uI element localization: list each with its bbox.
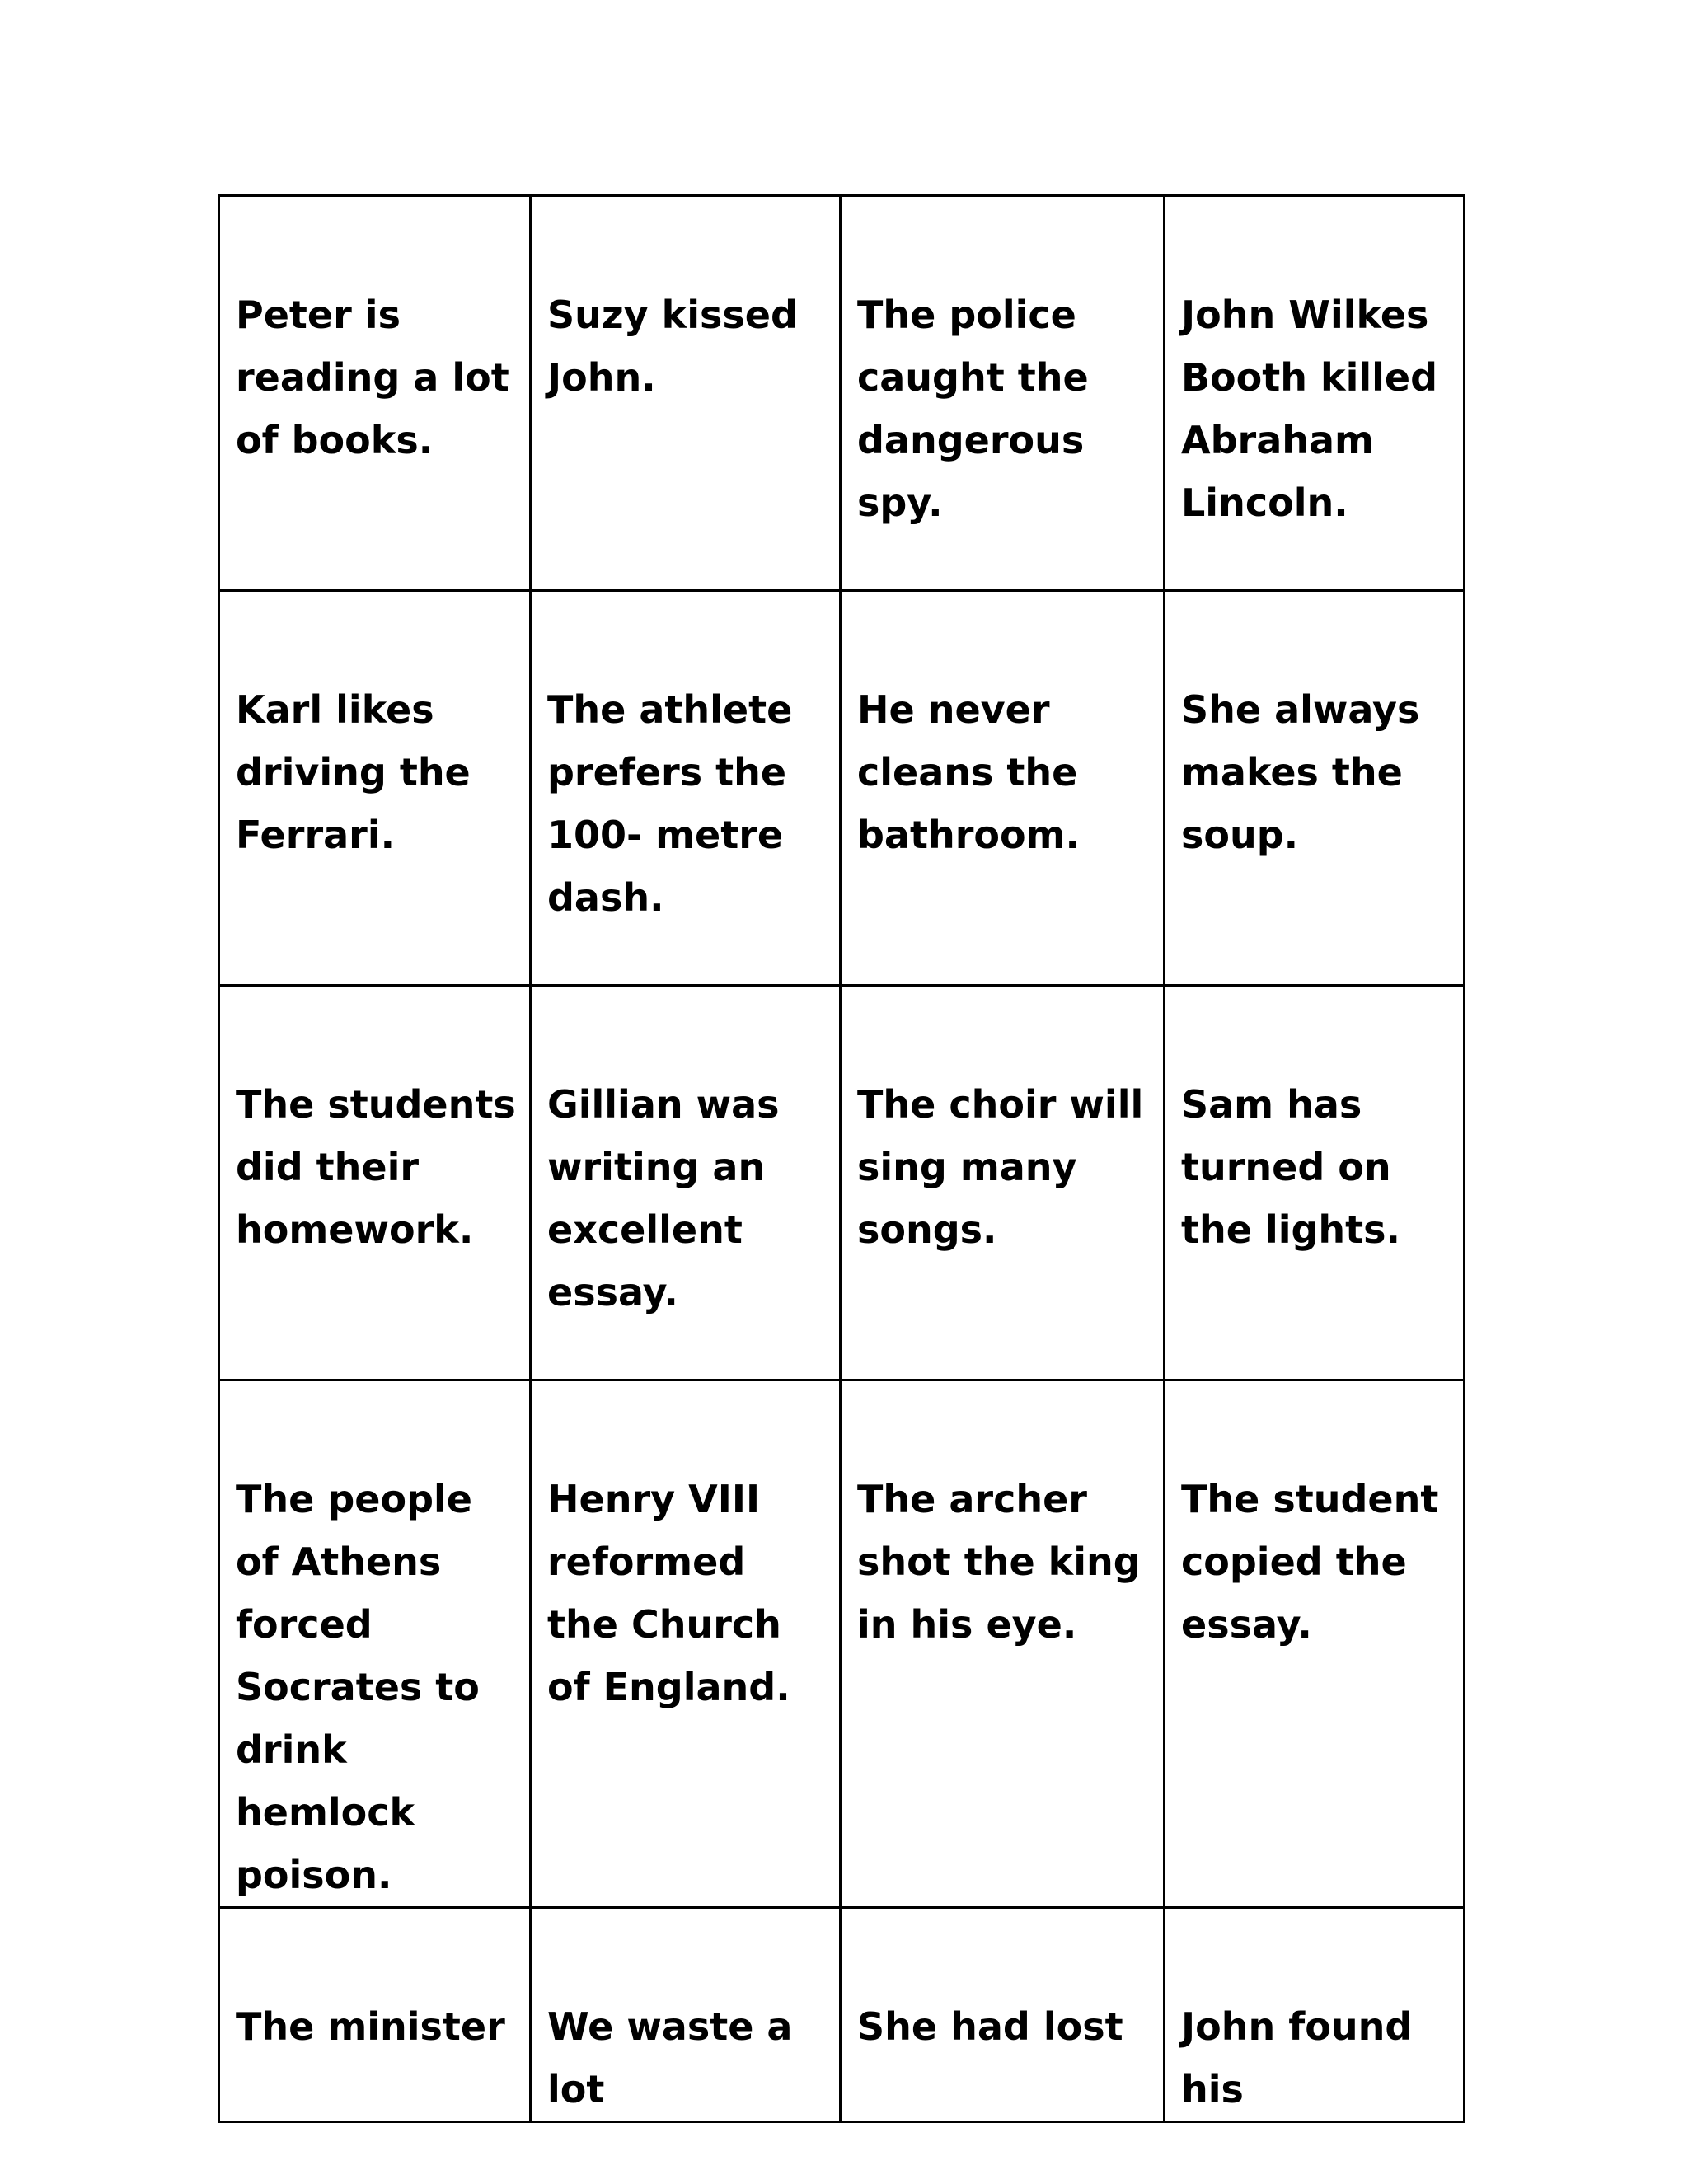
card-cell [841,196,1165,591]
card-sentence: Gillian was writing an excellent essay. [547,1082,780,1315]
card-sentence: The choir will sing many songs. [857,1082,1144,1252]
card-sentence: The student copied the essay. [1181,1477,1439,1647]
card-sentence: The minister [236,2004,505,2049]
card-cell [841,1380,1165,1908]
card-cell [1165,196,1465,591]
card-cell [219,1380,531,1908]
card-cell [1165,1908,1465,2122]
card-sentence: John Wilkes Booth killed Abraham Lincoln. [1181,293,1438,525]
card-sentence: She had lost [857,2004,1123,2049]
card-sentence: The people of Athens forced Socrates to drink hemlock poison. [236,1477,480,1897]
card-cell [219,1908,531,2122]
card-row [219,196,1465,591]
card-sentence: He never cleans the bathroom. [857,687,1081,857]
card-sentence: We waste a lot [547,2004,793,2111]
card-cell [219,196,531,591]
card-sentence: Suzy kissed John. [547,293,798,400]
card-cell [531,591,841,986]
card-cell [1165,591,1465,986]
card-cell [1165,986,1465,1380]
card-sentence: Peter is reading a lot of books. [236,293,509,462]
card-sentence: She always makes the soup. [1181,687,1420,857]
card-sentence: Sam has turned on the lights. [1181,1082,1401,1252]
sentence-card-table [218,194,1465,2123]
card-row [219,1380,1465,1908]
card-row [219,591,1465,986]
card-sentence: The students did their homework. [236,1082,516,1252]
card-sentence: The archer shot the king in his eye. [857,1477,1141,1647]
card-sentence: Karl likes driving the Ferrari. [236,687,471,857]
card-cell [219,591,531,986]
card-cell [531,1380,841,1908]
card-row [219,1908,1465,2122]
card-sentence: The police caught the dangerous spy. [857,293,1089,525]
card-cell [531,196,841,591]
card-cell [531,1908,841,2122]
card-cell [1165,1380,1465,1908]
card-cell [841,591,1165,986]
card-cell [531,986,841,1380]
card-cell [219,986,531,1380]
card-cell [841,1908,1165,2122]
card-sentence: The athlete prefers the 100- metre dash. [547,687,793,920]
card-row [219,986,1465,1380]
card-sentence: Henry VIII reformed the Church of England. [547,1477,790,1709]
card-cell [841,986,1165,1380]
card-sentence: John found his [1181,2004,1413,2111]
